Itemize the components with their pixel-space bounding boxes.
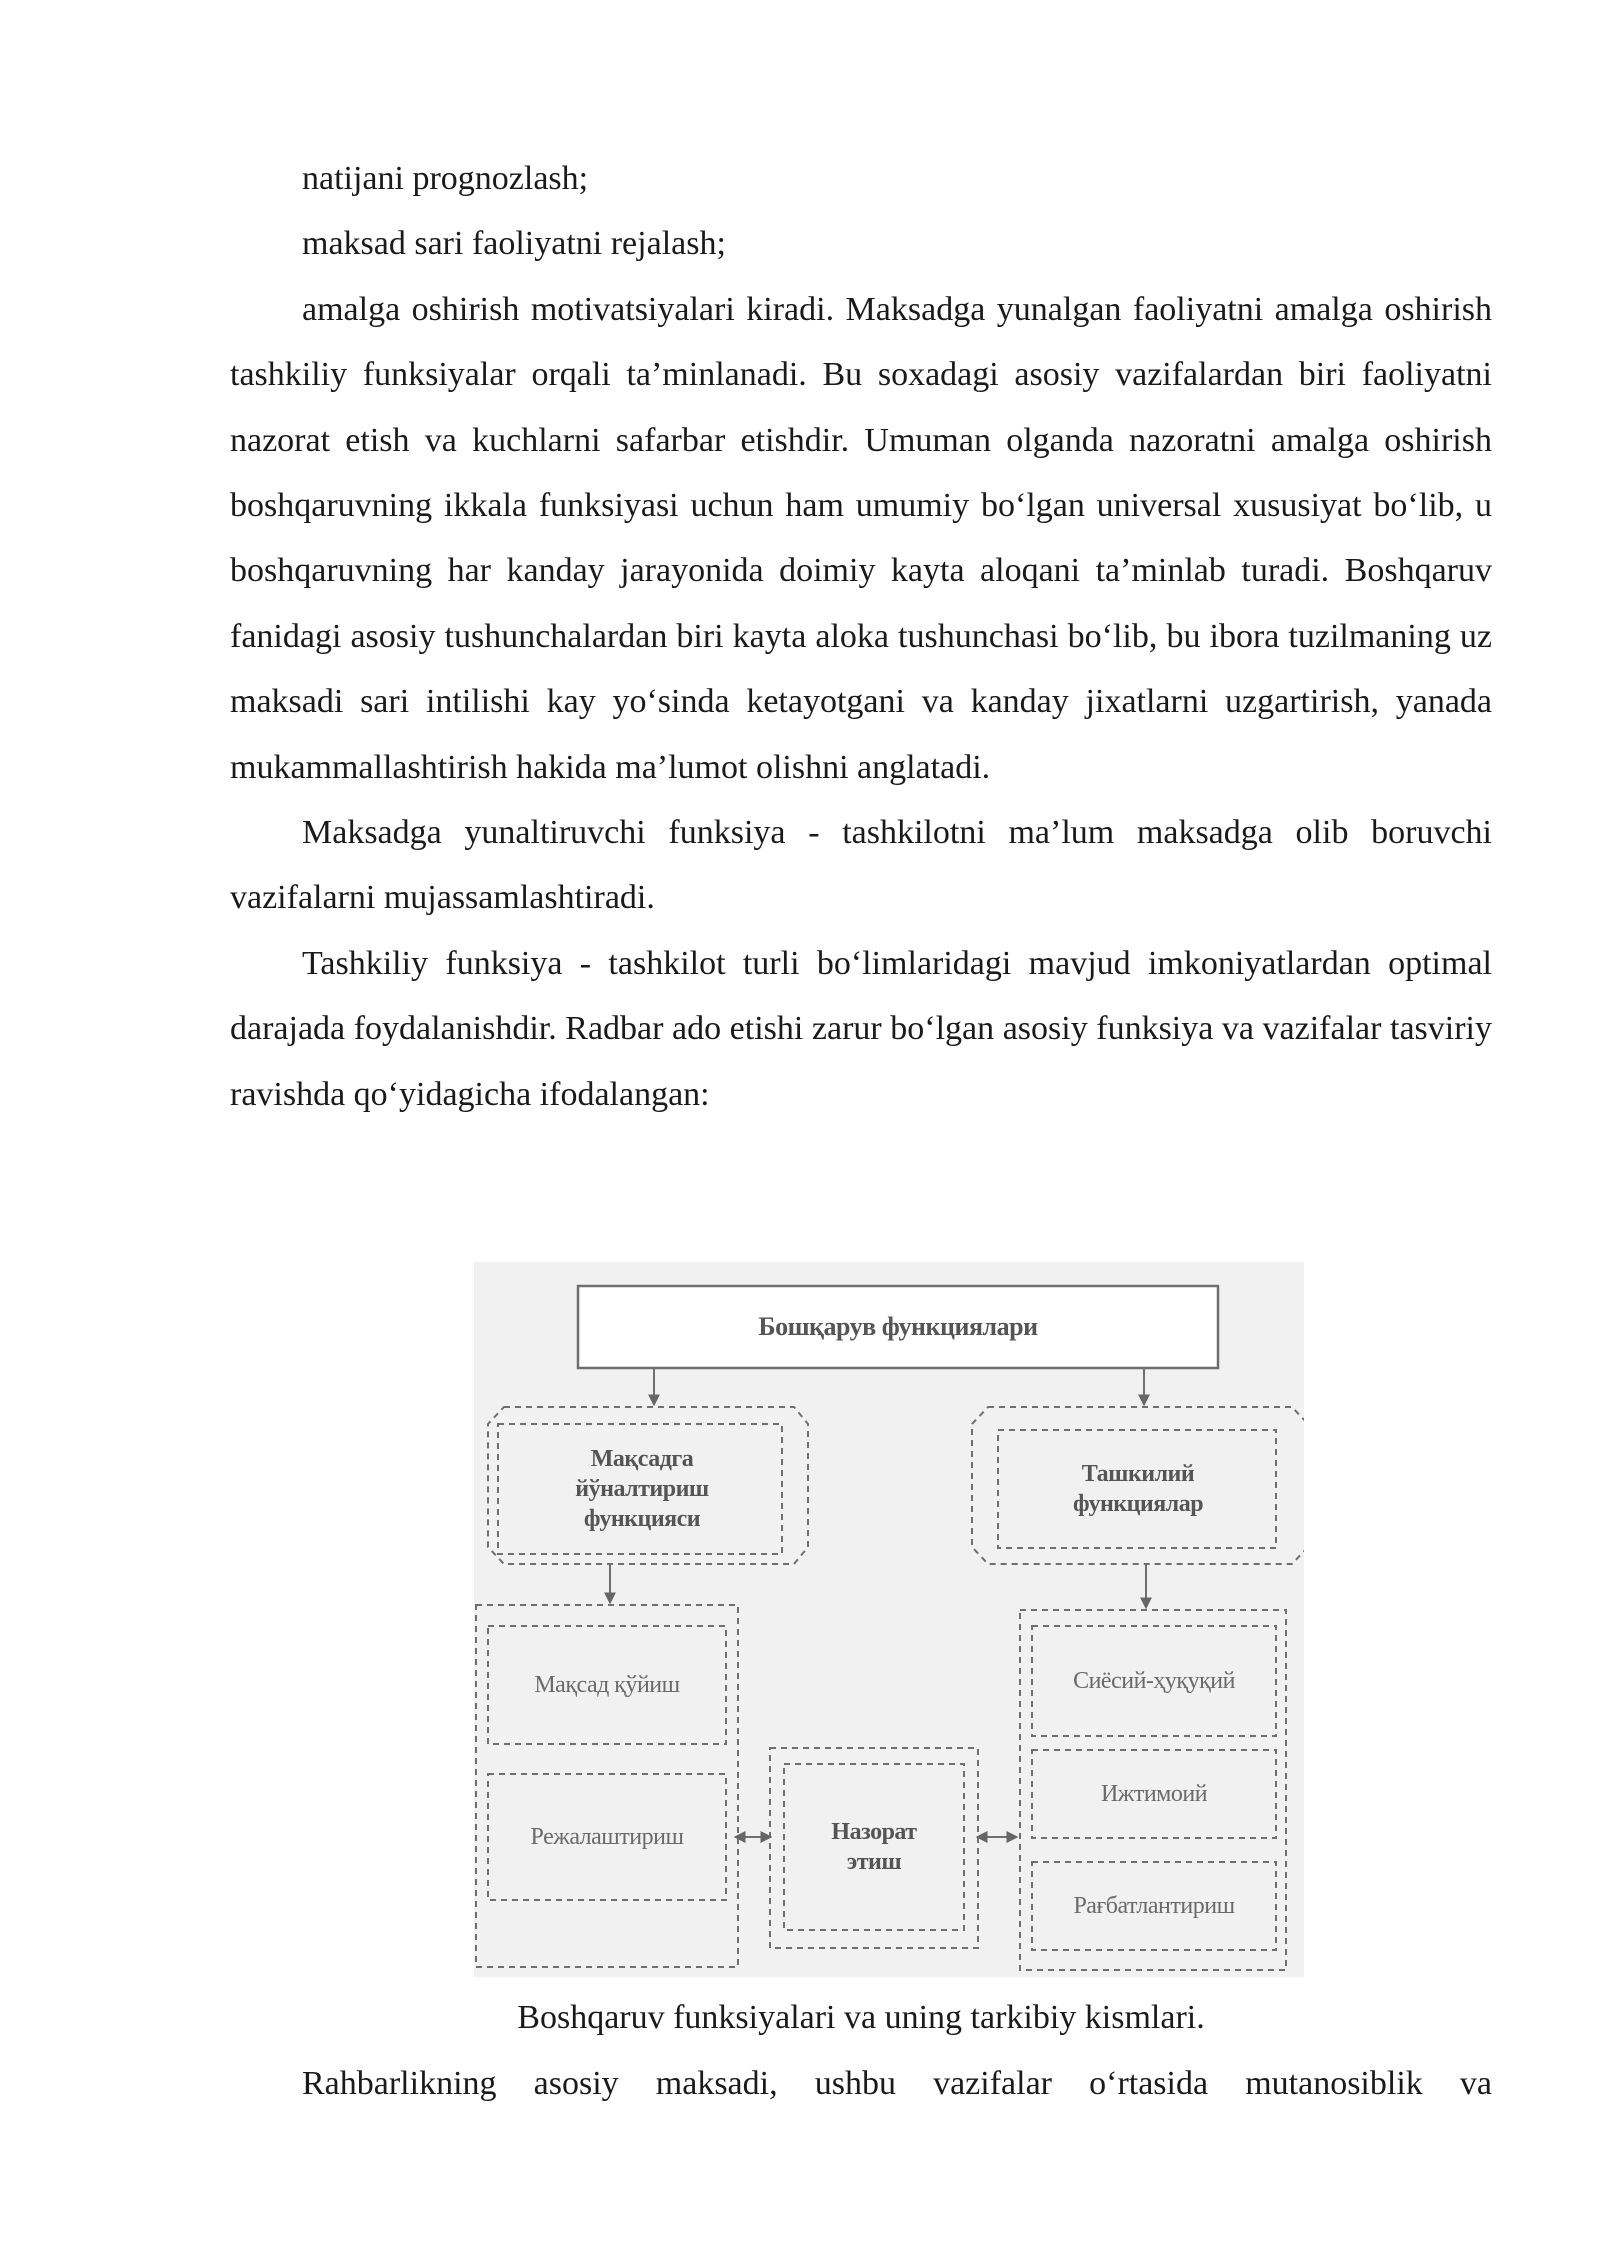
node-right-item: Сиёсий-ҳуқуқий: [1073, 1668, 1235, 1694]
body-text: [230, 146, 1492, 1127]
management-functions-diagram: [474, 1262, 1304, 1977]
node-left-group: Мақсадга йўналтириш функцияси: [575, 1446, 709, 1532]
paragraph: Tashkiliy funksiya - tashkilot turli bo‘limlaridagi mavjud imkoniyatlardan optimal darajada foydalanishdir. Radbar ado etishi zarur bo‘lgan asosiy funksiya va vazifalar tasviriy ravishda qo‘yidagicha ifodalangan:: [230, 944, 1492, 1113]
paragraph: amalga oshirish motivatsiyalari kiradi. Maksadga yunalgan faoliyatni amalga oshirish tashkiliy funksiyalar orqali ta’minlanadi. Bu soxadagi asosiy vazifalardan biri faoliyatni nazorat etish va kuchlarni safarbar etishdir. Umuman olganda nazoratni amalga oshirish boshqaruvning ikkala funksiyasi uchun ham umumiy bo‘lgan universal xususiyat bo‘lib, u boshqaruvning har kanday jarayonida doimiy kayta aloqani ta’minlab turadi. Boshqaruv fanidagi asosiy tushunchalardan biri kayta aloka tushunchasi bo‘lib, bu ibora tuzilmaning uz maksadi sari intilishi kay yo‘sinda ketayotgani va kanday jixatlarni uzgartirish, yanada mukammallashtirish hakida ma’lumot olishni anglatadi.: [230, 290, 1492, 786]
paragraph: natijani prognozlash;: [302, 160, 589, 197]
node-right-item: Ижтимоий: [1100, 1781, 1208, 1807]
node-top: Бошқарув функциялари: [758, 1312, 1038, 1341]
node-right-group: Ташкилий функциялар: [1072, 1461, 1204, 1517]
node-left-item: Мақсад қўйиш: [534, 1672, 680, 1698]
node-center: Назорат этиш: [831, 1819, 917, 1875]
paragraph: Rahbarlikning asosiy maksadi, ushbu vazifalar o‘rtasida mutanosiblik va: [302, 2065, 1492, 2102]
figure-caption: Boshqaruv funksiyalari va uning tarkibiy kismlari.: [517, 1999, 1205, 2036]
paragraph: Maksadga yunaltiruvchi funksiya - tashkilotni ma’lum maksadga olib boruvchi vazifalarni mujassamlashtiradi.: [230, 814, 1492, 917]
paragraph: maksad sari faoliyatni rejalash;: [302, 225, 726, 263]
node-left-item: Режалаштириш: [530, 1824, 684, 1850]
node-right-item: Рағбатлантириш: [1073, 1893, 1235, 1919]
